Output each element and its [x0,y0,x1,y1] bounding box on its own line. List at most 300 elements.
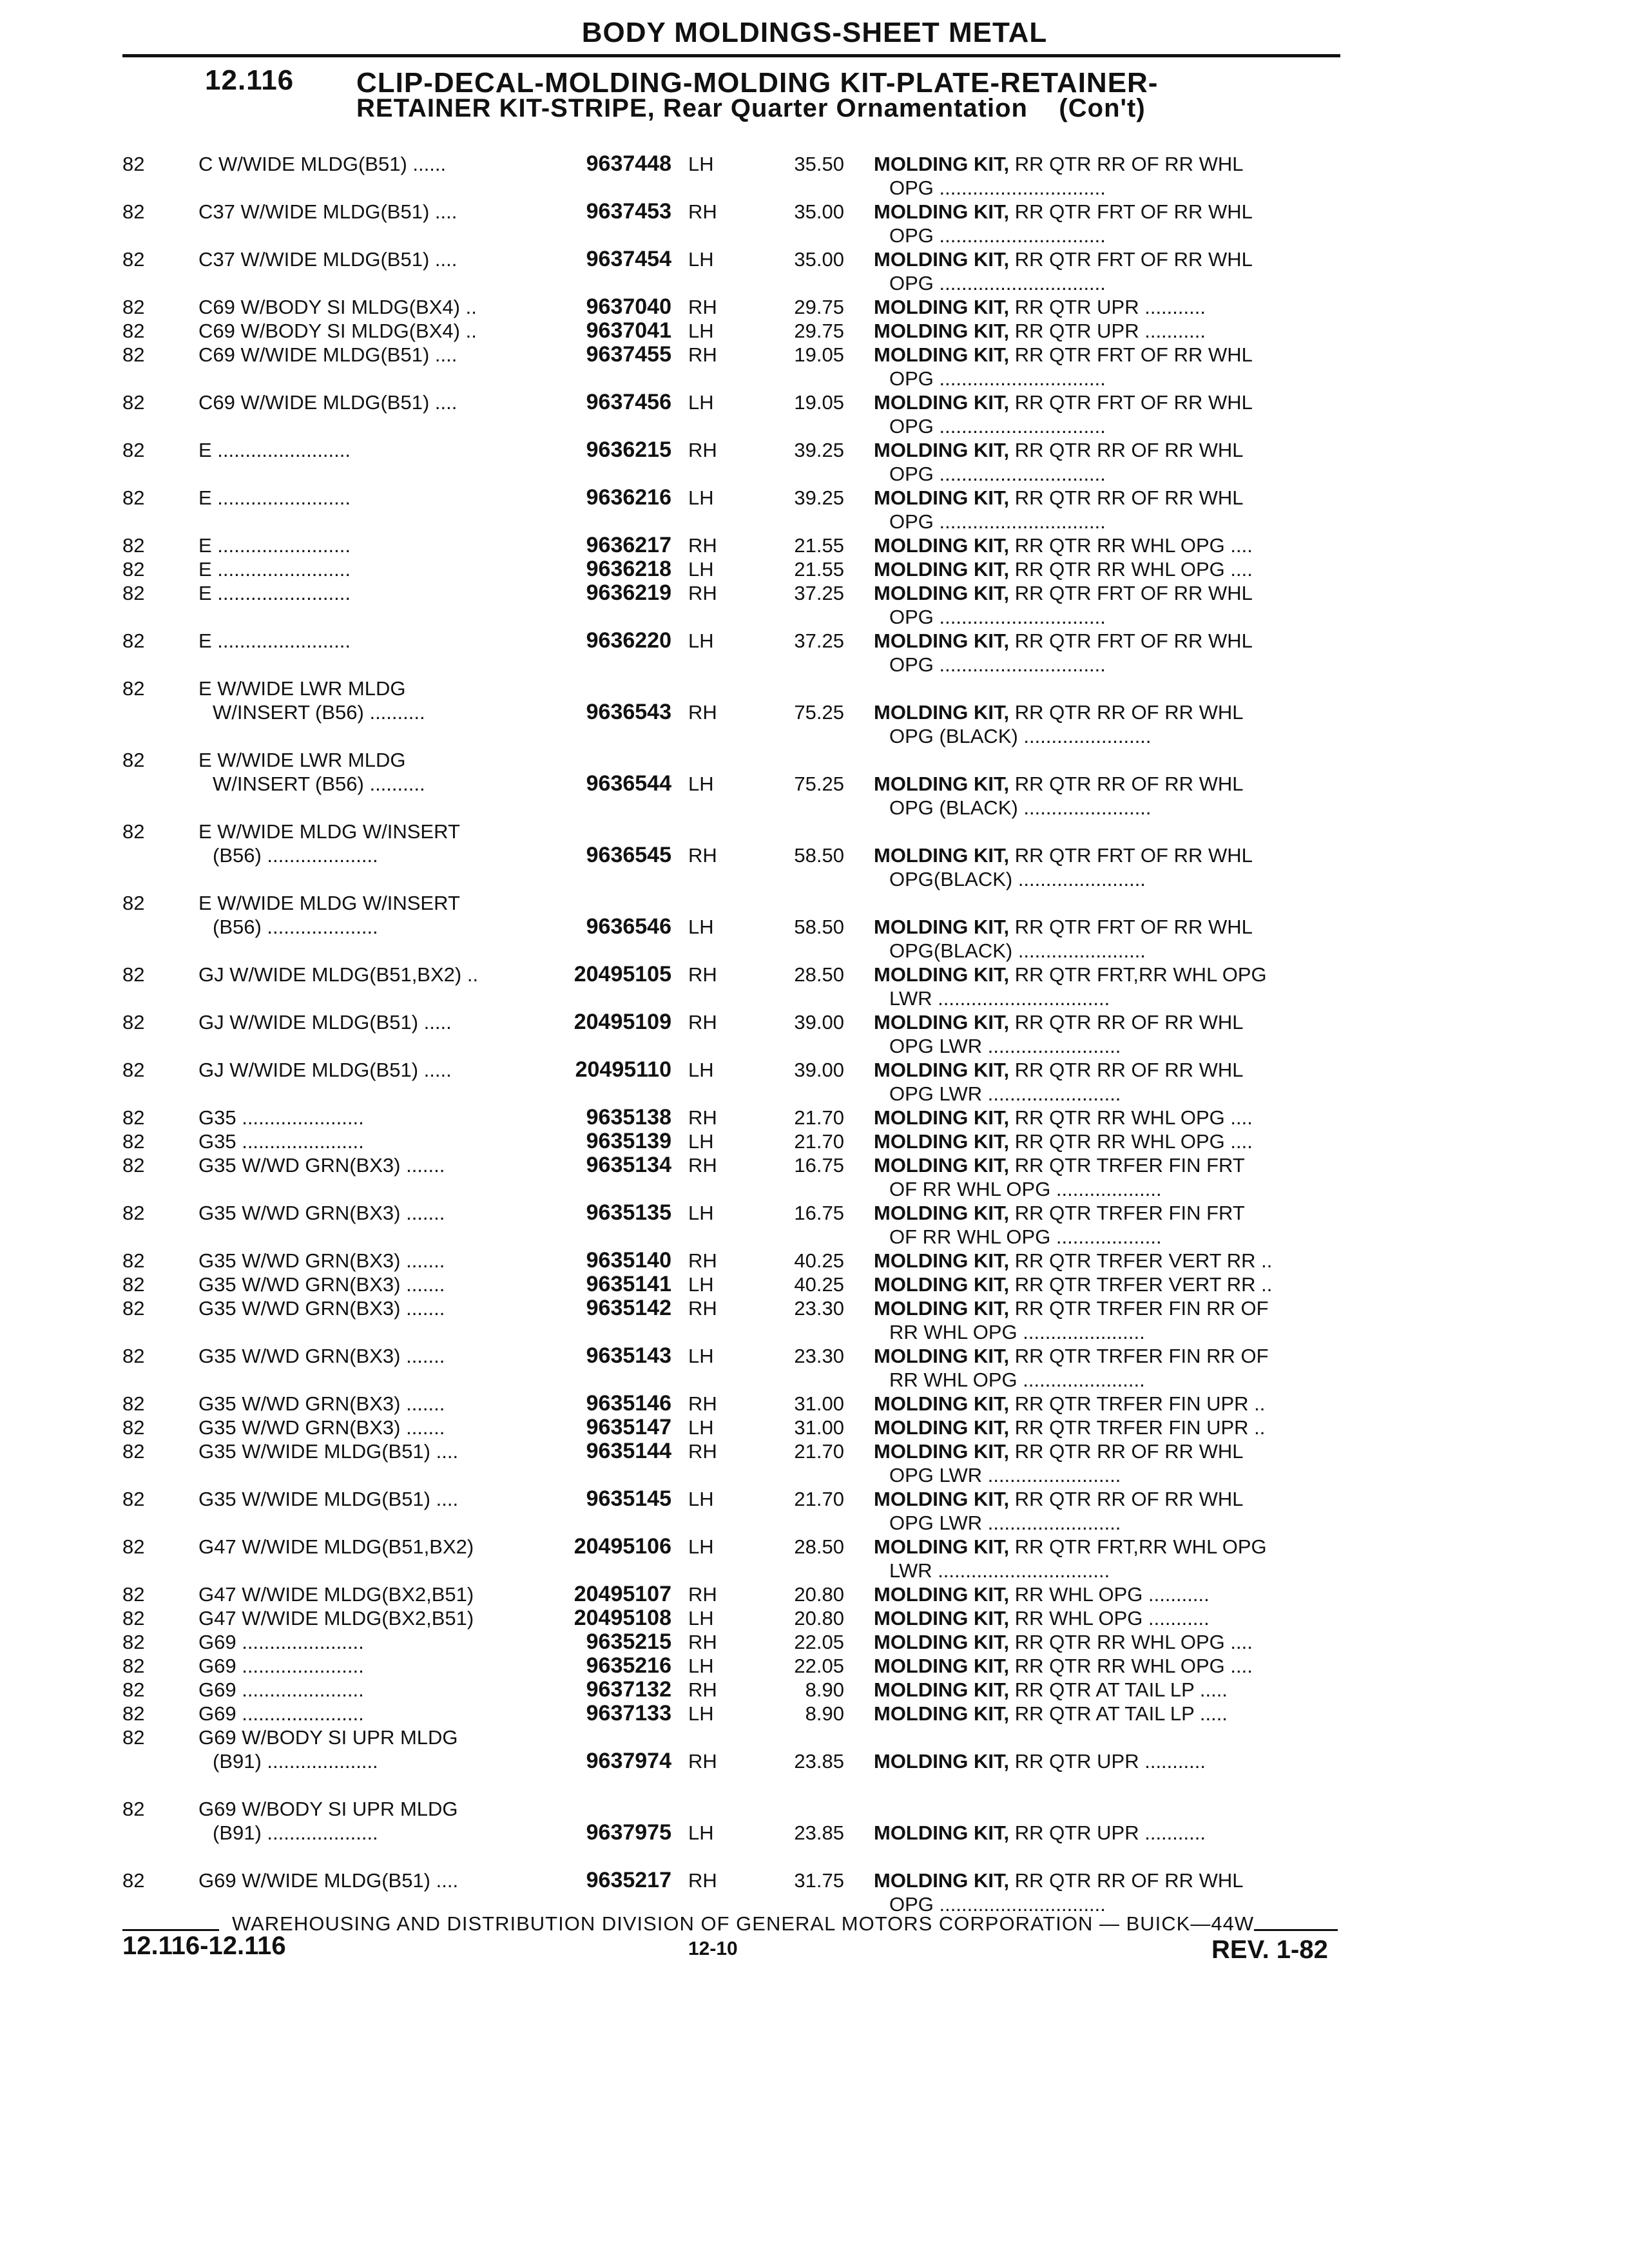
header-rule [122,54,1340,57]
row-side: LH [688,1202,714,1224]
row-year: 82 [122,439,145,461]
row-price: 35.50 [794,153,844,175]
row-description-cont: OPG .............................. [889,415,1106,437]
row-description-cont: OPG(BLACK) ....................... [889,868,1146,890]
row-description [874,1654,1253,1678]
parts-row [0,200,1629,247]
row-side: LH [688,629,714,652]
footer-revision: REV. 1-82 [1211,1936,1328,1964]
row-description-detail: RR QTR RR OF RR WHL [1009,486,1244,509]
row-price: 35.00 [794,248,844,271]
row-side: RH [688,296,717,318]
row-price: 16.75 [794,1154,844,1177]
row-description [874,1869,1243,1892]
row-description [874,390,1253,414]
row-model: G35 ...................... [198,1130,364,1153]
row-model: C69 W/BODY SI MLDG(BX4) .. [198,320,477,342]
parts-row [0,438,1629,486]
row-description-cont: OPG LWR ........................ [889,1082,1121,1105]
row-description [874,1344,1269,1368]
section-title-line2: RETAINER KIT-STRIPE, Rear Quarter Ornamentation (Con't) [356,94,1146,122]
row-description [874,1630,1253,1654]
row-part-number: 9635146 [586,1391,671,1416]
parts-row [0,1392,1629,1416]
row-description-cont: OPG .............................. [889,463,1106,485]
parts-row [0,1869,1629,1916]
footer-page-number: 12-10 [688,1938,738,1959]
row-side: LH [688,1821,714,1844]
row-price: 20.80 [794,1607,844,1629]
row-description [874,1058,1243,1082]
row-year: 82 [122,200,145,223]
row-model: E ........................ [198,629,351,652]
row-description [874,629,1253,653]
row-description [874,700,1243,724]
row-description-detail: RR QTR RR OF RR WHL [1009,701,1244,724]
row-year: 82 [122,1345,145,1367]
row-description-cont: OPG .............................. [889,653,1106,676]
row-model: G35 W/WD GRN(BX3) ....... [198,1273,445,1296]
row-part-number: 9636219 [586,581,671,605]
row-description-detail: RR QTR RR OF RR WHL [1009,153,1244,175]
row-side: RH [688,1011,717,1033]
row-model: C69 W/WIDE MLDG(B51) .... [198,391,458,414]
row-price: 35.00 [794,200,844,223]
row-description-kind: MOLDING KIT, [874,1297,1010,1320]
row-year: 82 [122,153,145,175]
row-description [874,1535,1267,1559]
row-description [874,1416,1265,1439]
row-description [874,915,1253,939]
row-model: E ........................ [198,486,351,509]
row-price: 8.90 [805,1678,844,1701]
row-part-number: 9636544 [586,771,671,796]
row-description-cont: OPG .............................. [889,272,1106,294]
row-description-kind: MOLDING KIT, [874,1607,1010,1629]
row-year: 82 [122,629,145,652]
row-part-number: 9636543 [586,700,671,724]
row-price: 75.25 [794,773,844,795]
row-description-detail: RR QTR TRFER FIN UPR .. [1009,1416,1266,1439]
row-description-detail: RR QTR UPR ........... [1009,296,1206,318]
row-side: LH [688,1535,714,1558]
row-description-kind: MOLDING KIT, [874,1202,1010,1224]
parts-row [0,1582,1629,1606]
parts-row [0,247,1629,295]
parts-row [0,629,1629,677]
row-description [874,1153,1245,1177]
row-description-kind: MOLDING KIT, [874,1750,1010,1773]
row-description-cont: OPG .............................. [889,367,1106,390]
row-year: 82 [122,248,145,271]
row-side: RH [688,200,717,223]
row-side: RH [688,844,717,867]
row-description-kind: MOLDING KIT, [874,558,1010,581]
parts-row [0,963,1629,1010]
row-year: 82 [122,820,145,843]
row-year: 82 [122,1273,145,1296]
row-model: G47 W/WIDE MLDG(BX2,B51) [198,1607,474,1629]
row-side: LH [688,391,714,414]
parts-list [0,152,1629,1916]
row-year: 82 [122,1631,145,1653]
row-model: C69 W/WIDE MLDG(B51) .... [198,343,458,366]
row-side: RH [688,582,717,604]
row-description-detail: RR QTR FRT,RR WHL OPG [1009,963,1267,986]
parts-row [0,1010,1629,1058]
row-description-cont: RR WHL OPG ...................... [889,1369,1145,1391]
row-description-detail: RR QTR RR OF RR WHL [1009,773,1244,795]
row-price: 8.90 [805,1702,844,1725]
row-year: 82 [122,677,145,700]
row-side: RH [688,1678,717,1701]
row-description-detail: RR QTR RR WHL OPG .... [1009,534,1253,557]
row-part-number: 9637454 [586,247,671,271]
page-title: BODY MOLDINGS-SHEET METAL [581,17,1048,48]
row-side: RH [688,1392,717,1415]
row-description-kind: MOLDING KIT, [874,844,1010,867]
row-description-cont: LWR ............................... [889,987,1110,1010]
parts-row [0,748,1629,820]
row-side: RH [688,439,717,461]
row-description [874,1582,1210,1606]
parts-row [0,1702,1629,1725]
row-description-kind: MOLDING KIT, [874,439,1010,461]
row-part-number: 20495105 [574,962,671,986]
row-year: 82 [122,1154,145,1177]
row-model: G69 ...................... [198,1702,364,1725]
row-model: G69 ...................... [198,1631,364,1653]
row-model-cont: (B91) .................... [213,1821,378,1844]
row-description [874,1010,1243,1034]
row-description-kind: MOLDING KIT, [874,1392,1010,1415]
row-side: LH [688,486,714,509]
row-model: E ........................ [198,534,351,557]
row-description-detail: RR QTR RR WHL OPG .... [1009,1655,1253,1677]
row-description [874,963,1267,986]
row-model: G35 W/WD GRN(BX3) ....... [198,1416,445,1439]
row-description [874,247,1253,271]
row-description-kind: MOLDING KIT, [874,320,1010,342]
row-part-number: 9637456 [586,390,671,414]
row-part-number: 9637974 [586,1749,671,1773]
row-price: 39.00 [794,1059,844,1081]
row-model: E ........................ [198,439,351,461]
row-model-cont: (B91) .................... [213,1750,378,1773]
row-side: LH [688,1607,714,1629]
row-year: 82 [122,534,145,557]
row-side: LH [688,558,714,581]
parts-row [0,1606,1629,1630]
row-part-number: 9637448 [586,151,671,176]
parts-row [0,1654,1629,1678]
row-description-detail: RR QTR RR OF RR WHL [1009,439,1244,461]
row-description [874,1392,1265,1416]
row-model: G35 W/WD GRN(BX3) ....... [198,1297,445,1320]
parts-row [0,390,1629,438]
section-title-line1: CLIP-DECAL-MOLDING-MOLDING KIT-PLATE-RETAINER- [356,67,1159,99]
row-description-detail: RR QTR FRT OF RR WHL [1009,629,1253,652]
parts-row [0,1416,1629,1439]
row-description-kind: MOLDING KIT, [874,1011,1010,1033]
row-description [874,1487,1243,1511]
row-description-cont: OPG (BLACK) ....................... [889,725,1152,747]
row-description-kind: MOLDING KIT, [874,1416,1010,1439]
footer-division-text: WAREHOUSING AND DISTRIBUTION DIVISION OF GENERAL MOTORS CORPORATION — BUICK—44W [232,1912,1255,1935]
section-number: 12.116 [205,64,294,96]
row-price: 37.25 [794,629,844,652]
row-description-kind: MOLDING KIT, [874,1249,1010,1272]
row-description-kind: MOLDING KIT, [874,1059,1010,1081]
row-part-number: 9635144 [586,1439,671,1463]
row-price: 20.80 [794,1583,844,1606]
row-model-cont: W/INSERT (B56) .......... [213,773,425,795]
row-model: G47 W/WIDE MLDG(B51,BX2) [198,1535,474,1558]
row-year: 82 [122,320,145,342]
parts-row [0,1153,1629,1201]
row-description-detail: RR QTR FRT OF RR WHL [1009,916,1253,938]
row-price: 16.75 [794,1202,844,1224]
row-year: 82 [122,892,145,914]
row-model: G69 ...................... [198,1678,364,1701]
row-model-cont: (B56) .................... [213,844,378,867]
row-description-kind: MOLDING KIT, [874,296,1010,318]
row-price: 31.75 [794,1869,844,1892]
row-description-kind: MOLDING KIT, [874,773,1010,795]
parts-row [0,152,1629,200]
row-description-kind: MOLDING KIT, [874,486,1010,509]
row-description [874,1606,1210,1630]
row-description-cont: OPG .............................. [889,1893,1106,1916]
row-part-number: 9636217 [586,533,671,557]
row-description [874,1273,1272,1296]
row-side: LH [688,320,714,342]
row-price: 58.50 [794,916,844,938]
row-description-kind: MOLDING KIT, [874,1678,1010,1701]
row-year: 82 [122,1392,145,1415]
row-description [874,319,1206,343]
row-year: 82 [122,1106,145,1129]
row-description-detail: RR QTR TRFER FIN RR OF [1009,1297,1269,1320]
row-price: 21.70 [794,1106,844,1129]
row-description-kind: MOLDING KIT, [874,582,1010,604]
row-description-kind: MOLDING KIT, [874,1702,1010,1725]
parts-row [0,295,1629,319]
row-side: LH [688,153,714,175]
row-model: G35 W/WD GRN(BX3) ....... [198,1249,445,1272]
row-part-number: 9637133 [586,1701,671,1725]
row-side: RH [688,1106,717,1129]
row-description-cont: OPG .............................. [889,224,1106,247]
row-description [874,843,1253,867]
row-description [874,1749,1206,1773]
row-price: 37.25 [794,582,844,604]
row-description-detail: RR QTR RR WHL OPG .... [1009,1106,1253,1129]
row-description [874,295,1206,319]
row-description-kind: MOLDING KIT, [874,1583,1010,1606]
row-part-number: 9635141 [586,1272,671,1296]
parts-row [0,1273,1629,1296]
row-description-cont: OPG .............................. [889,177,1106,199]
row-description-cont: OPG .............................. [889,510,1106,533]
row-description-detail: RR QTR FRT OF RR WHL [1009,248,1253,271]
row-price: 29.75 [794,296,844,318]
row-description-detail: RR QTR RR OF RR WHL [1009,1440,1244,1463]
row-description-kind: MOLDING KIT, [874,701,1010,724]
row-price: 31.00 [794,1392,844,1415]
row-description-detail: RR QTR TRFER VERT RR .. [1009,1249,1273,1272]
row-price: 19.05 [794,343,844,366]
row-side: RH [688,1869,717,1892]
footer-rule-left [122,1929,219,1931]
row-model: GJ W/WIDE MLDG(B51) ..... [198,1011,452,1033]
footer-rule-right [1254,1929,1338,1931]
row-model: G35 W/WD GRN(BX3) ....... [198,1345,445,1367]
row-description-kind: MOLDING KIT, [874,1130,1010,1153]
row-description-detail: RR QTR RR WHL OPG .... [1009,558,1253,581]
row-price: 28.50 [794,1535,844,1558]
row-year: 82 [122,1798,145,1820]
row-part-number: 9637132 [586,1677,671,1702]
row-year: 82 [122,1702,145,1725]
row-year: 82 [122,1488,145,1510]
row-description-detail: RR QTR FRT OF RR WHL [1009,343,1253,366]
row-model: E W/WIDE MLDG W/INSERT [198,892,460,914]
row-side: LH [688,1345,714,1367]
row-description-kind: MOLDING KIT, [874,1655,1010,1677]
row-model: G35 W/WD GRN(BX3) ....... [198,1202,445,1224]
row-year: 82 [122,296,145,318]
row-part-number: 9636545 [586,843,671,867]
row-price: 21.55 [794,534,844,557]
row-description-cont: OPG(BLACK) ....................... [889,939,1146,962]
row-year: 82 [122,1440,145,1463]
row-description-kind: MOLDING KIT, [874,248,1010,271]
row-year: 82 [122,1726,145,1749]
row-description [874,1201,1245,1225]
row-model: G47 W/WIDE MLDG(BX2,B51) [198,1583,474,1606]
row-price: 23.30 [794,1345,844,1367]
row-part-number: 9637455 [586,342,671,367]
parts-row [0,1535,1629,1582]
parts-row [0,1296,1629,1344]
row-year: 82 [122,1416,145,1439]
row-part-number: 9635140 [586,1248,671,1273]
row-year: 82 [122,1297,145,1320]
row-description [874,533,1253,557]
parts-row [0,677,1629,748]
row-description-kind: MOLDING KIT, [874,1488,1010,1510]
row-description-detail: RR QTR RR OF RR WHL [1009,1059,1244,1081]
row-part-number: 9635134 [586,1153,671,1177]
row-price: 58.50 [794,844,844,867]
row-model: E W/WIDE LWR MLDG [198,677,406,700]
row-year: 82 [122,1655,145,1677]
parts-row [0,486,1629,533]
row-part-number: 9635145 [586,1486,671,1511]
row-model: G69 W/BODY SI UPR MLDG [198,1726,458,1749]
parts-row [0,343,1629,390]
row-description-detail: RR QTR RR WHL OPG .... [1009,1631,1253,1653]
row-description-cont: OF RR WHL OPG ................... [889,1178,1162,1200]
row-description-detail: RR QTR AT TAIL LP ..... [1009,1678,1228,1701]
row-year: 82 [122,963,145,986]
parts-row [0,533,1629,557]
row-description-kind: MOLDING KIT, [874,1273,1010,1296]
row-description-detail: RR QTR AT TAIL LP ..... [1009,1702,1228,1725]
row-description-kind: MOLDING KIT, [874,1821,1010,1844]
row-price: 31.00 [794,1416,844,1439]
row-description-detail: RR QTR TRFER FIN FRT [1009,1154,1245,1177]
row-part-number: 9635216 [586,1653,671,1678]
parts-row [0,1249,1629,1273]
row-model: C37 W/WIDE MLDG(B51) .... [198,248,458,271]
row-part-number: 9635147 [586,1415,671,1439]
row-price: 22.05 [794,1631,844,1653]
row-part-number: 9635217 [586,1868,671,1892]
row-description [874,200,1253,224]
row-side: RH [688,1154,717,1177]
row-side: LH [688,1273,714,1296]
row-description-kind: MOLDING KIT, [874,1154,1010,1177]
row-side: LH [688,1059,714,1081]
row-model: E W/WIDE MLDG W/INSERT [198,820,460,843]
row-model-cont: W/INSERT (B56) .......... [213,701,425,724]
parts-row [0,557,1629,581]
row-description-kind: MOLDING KIT, [874,1440,1010,1463]
row-year: 82 [122,486,145,509]
row-description-cont: OPG LWR ........................ [889,1035,1121,1057]
row-year: 82 [122,1607,145,1629]
row-year: 82 [122,391,145,414]
row-side: RH [688,1297,717,1320]
row-price: 21.70 [794,1488,844,1510]
row-part-number: 9637041 [586,318,671,343]
row-description-cont: OPG LWR ........................ [889,1464,1121,1486]
row-side: RH [688,1249,717,1272]
row-part-number: 9636216 [586,485,671,510]
row-part-number: 20495108 [574,1606,671,1630]
row-side: RH [688,534,717,557]
row-side: LH [688,1702,714,1725]
row-description-cont: RR WHL OPG ...................... [889,1321,1145,1343]
row-side: RH [688,1750,717,1773]
row-year: 82 [122,1535,145,1558]
row-price: 19.05 [794,391,844,414]
parts-row [0,1129,1629,1153]
row-description-detail: RR WHL OPG ........... [1009,1607,1210,1629]
row-part-number: 9637453 [586,199,671,224]
row-description-detail: RR QTR RR WHL OPG .... [1009,1130,1253,1153]
row-description [874,1678,1228,1702]
row-description-kind: MOLDING KIT, [874,916,1010,938]
row-description-detail: RR QTR TRFER FIN UPR .. [1009,1392,1266,1415]
row-side: LH [688,248,714,271]
row-part-number: 9635142 [586,1296,671,1320]
row-description-detail: RR QTR FRT OF RR WHL [1009,844,1253,867]
row-side: RH [688,343,717,366]
row-price: 23.30 [794,1297,844,1320]
row-part-number: 9635143 [586,1343,671,1368]
row-description-cont: LWR ............................... [889,1559,1110,1582]
row-year: 82 [122,1869,145,1892]
row-description-kind: MOLDING KIT, [874,1869,1010,1892]
row-side: LH [688,1488,714,1510]
parts-row [0,1678,1629,1702]
row-model: C37 W/WIDE MLDG(B51) .... [198,200,458,223]
row-side: RH [688,1583,717,1606]
row-price: 23.85 [794,1821,844,1844]
